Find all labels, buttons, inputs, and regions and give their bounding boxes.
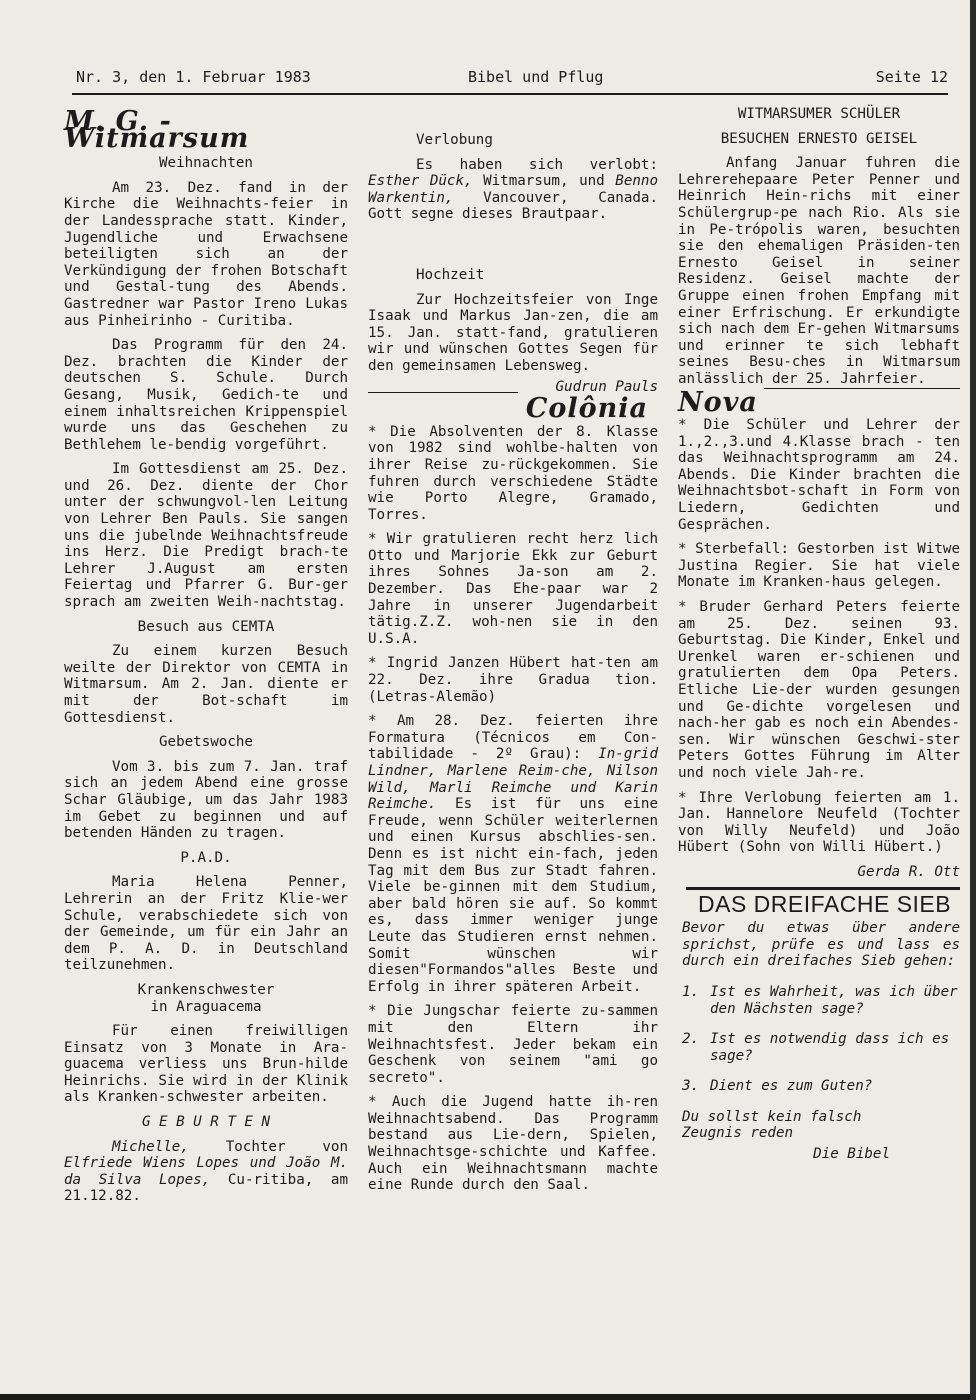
birth-name: Michelle, xyxy=(112,1138,189,1155)
heading-pad: P.A.D. xyxy=(180,849,232,866)
sieb-item-number: 2. xyxy=(682,1031,700,1048)
heading-krankenschwester: Krankenschwester xyxy=(137,981,275,998)
heading-cemta: Besuch aus CEMTA xyxy=(137,618,275,635)
nova-item-1: * Die Schüler und Lehrer der 1.,2.,3.und 4.Klasse brach - ten das Weihnachtsprogramm am 24. Abends. Die Kinder brachten die Weihnachtsbot-schaft in Form von Liedern, Gedichten und Gesprächen. xyxy=(678,417,960,533)
column-right xyxy=(678,100,960,1163)
cemta-paragraph: Zu einem kurzen Besuch weilte der Direktor von CEMTA in Witmarsum. Am 2. Jan. diente er mit der Bot-schaft im Gottesdienst. xyxy=(64,643,348,726)
header-rule xyxy=(72,93,948,95)
weihnachten-paragraph-3: Im Gottesdienst am 25. Dez. und 26. Dez. diente der Chor unter der schwungvol-len Leitung von Lehrer Ben Pauls. Sie sangen uns die jubelnde Weihnachtsfreude ins Herz. Die Predigt brach-te Lehrer J.August am ersten Feiertag und Pfarrer G. Bur-ger sprach am zweiten Weih-nachtstag. xyxy=(64,461,348,611)
heading-verlobung: Verlobung xyxy=(416,132,493,148)
issue-info: Nr. 3, den 1. Februar 1983 xyxy=(76,68,311,86)
page-number: Seite 12 xyxy=(875,68,948,86)
gebetswoche-paragraph: Vom 3. bis zum 7. Jan. traf sich an jedem Abend eine grosse Schar Gläubige, um das Jahr 1983 im Gebet zu beginnen und auf betenden Händen zu tragen. xyxy=(64,758,348,842)
colonia-item-jugend: * Auch die Jugend hatte ih-ren Weihnachtsabend. Das Programm bestand aus Lie-dern, Spielen, Weihnachtsge-schichte und Kaffee. Auch ein Weihnachtsmann machte eine Runde durch den Saal. xyxy=(368,1094,658,1194)
section-title-witmarsum: M. G. - Witmarsum xyxy=(64,106,250,154)
heading-witmarsumer-schueler: WITMARSUMER SCHÜLER xyxy=(737,106,901,122)
verlobung-text-2: Vancouver, Canada. Gott segne dieses Brautpaar. xyxy=(368,189,658,223)
sieb-item-2 xyxy=(682,1031,960,1064)
colonia-item-formatura xyxy=(368,713,658,995)
sieb-title: DAS DREIFACHE SIEB xyxy=(698,890,952,917)
publication-name: Bibel und Pflug xyxy=(468,68,604,86)
sieb-item-text: Ist es Wahrheit, was ich über den Nächsten sage? xyxy=(710,983,958,1017)
sieb-box xyxy=(678,920,960,1163)
page-header xyxy=(76,68,948,90)
geisel-divider xyxy=(764,388,960,389)
colonia-item-2: * Wir gratulieren recht herz lich Otto und Marjorie Ekk zur Geburt ihres Sohnes Ja-son am 2. Dezember. Das Ehe-paar war 2 Jahre in unserer Jugendarbeit tätig.Z.Z. woh-nen sie in den U.S.A. xyxy=(368,531,658,647)
section-title-colonia: Colônia xyxy=(525,393,648,425)
colonia-item-3: * Ingrid Janzen Hübert hat-ten am 22. Dez. ihre Gradua tion. (Letras-Alemão) xyxy=(368,655,658,705)
birth-text-2: Cu-ritiba, am 21.12.82. xyxy=(64,1171,348,1205)
geburten-paragraph xyxy=(64,1139,348,1205)
sieb-item-number: 3. xyxy=(682,1078,700,1095)
formatura-text-b: Es ist für uns eine Freude, wenn Schüler weiterlernen und einen Kursus abschlies-sen. Denn es ist nicht ein-fach, jeden Tag mit dem Bus zur Stadt fahren. Viele be-ginnen mit dem Studium, aber bald hören sie auf. So kommt es, dass immer weniger junge Leute das Studieren ernst nehmen. Somit wünschen wir diesen"Formandos"alles Beste und Erfolg in ihrer späteren Arbeit. xyxy=(368,796,658,995)
sieb-item-text: Dient es zum Guten? xyxy=(710,1078,873,1095)
sieb-item-1 xyxy=(682,984,960,1017)
sieb-closing: Du sollst kein falsch Zeugnis reden xyxy=(682,1108,862,1142)
weihnachten-paragraph-2: Das Programm für den 24. Dez. brachten die Kinder der deutschen S. Schule. Durch Gesang, Musik, Gedich-te und einem inhaltsreichen Krippenspiel wurde uns das Geschehen zu Bethlehem le-bendig vorgeführt. xyxy=(64,337,348,453)
binding-edge xyxy=(970,0,976,1400)
geisel-paragraph: Anfang Januar fuhren die Lehrerehepaare Peter Penner und Heinrich Hein-richs mit einer Schülergrup-pe nach Rio. Als sie in Pe-trópolis waren, besuchten sie den ehemaligen Präsiden-ten Ernesto Geisel in seiner Residenz. Geisel machte der Gruppe einen frohen Empfang mit einer Erfrischung. Er erkundigte sich nach dem Er-gehen Witmarsums und erinner te sich lebhaft seines Besu-ches in Witmarsum anlässlich der 25. Jahrfeier. xyxy=(678,155,960,387)
heading-araguacema: in Araguacema xyxy=(150,998,262,1015)
birth-parents: Elfriede Wiens Lopes und João M. da Silva Lopes, xyxy=(64,1155,348,1188)
colonia-item-jungschar: * Die Jungschar feierte zu-sammen mit den Eltern ihr Weihnachtsfest. Jeder bekam ein Geschenk von seinem "ami go secreto". xyxy=(368,1003,658,1086)
signature-gudrun-pauls: Gudrun Pauls xyxy=(555,378,658,395)
nova-item-2: * Sterbefall: Gestorben ist Witwe Justina Regier. Sie hat viele Monate im Kranken-haus gelegen. xyxy=(678,541,960,591)
column-middle xyxy=(368,100,658,1194)
divider-line xyxy=(368,392,518,393)
heading-gebetswoche: Gebetswoche xyxy=(159,734,253,751)
heading-besuchen-geisel: BESUCHEN ERNESTO GEISEL xyxy=(720,130,918,147)
formatura-text-a: * Am 28. Dez. feierten ihre Formatura (Técnicos em Con-tabilidade - 2º Grau): xyxy=(368,713,658,763)
verlobung-name-2: Benno Warkentin, xyxy=(368,173,658,206)
section-title-nova: Nova xyxy=(678,386,758,418)
heading-hochzeit: Hochzeit xyxy=(416,266,485,283)
verlobung-paragraph xyxy=(368,157,658,223)
formatura-names: In-grid Lindner, Marlene Reim-che, Nilson Wild, Marli Reimche und Karin Reimche. xyxy=(368,746,658,813)
verlobung-text-1: Witmarsum, und xyxy=(472,173,616,190)
colonia-item-1: * Die Absolventen der 8. Klasse von 1982 sind wohlbe-halten von ihrer Reise zu-rückgekommen. Sie fuhren durch verschiedene Städte wie Porto Alegre, Gramado, Torres. xyxy=(368,423,658,523)
heading-geburten: G E B U R T E N xyxy=(141,1114,271,1131)
nova-item-3: * Bruder Gerhard Peters feierte am 25. Dez. seinen 93. Geburtstag. Die Kinder, Enkel und Urenkel waren er-schienen und gratulierten dem Opa Peters. Etliche Lie-der wurden gesungen und Ge-dichte vorgelesen und nach-her gab es noch ein Abendes-sen. Wir wünschen Geschwi-ster Peters Gottes Führung im Alter und noch viele Jah-re. xyxy=(678,599,960,781)
sieb-intro: Bevor du etwas über andere sprichst, prüfe es und lass es durch ein dreifaches Sieb gehen: xyxy=(682,920,960,970)
kranken-paragraph: Für einen freiwilligen Einsatz von 3 Monate in Ara-guacema verliess uns Brun-hilde Heinrichs. Sie wird in der Klinik als Kranken-schwester arbeiten. xyxy=(64,1023,348,1106)
weihnachten-paragraph-1: Am 23. Dez. fand in der Kirche die Weihnachts-feier in der Landessprache statt. Kinder, Jugendliche und Erwachsene beteiligten sich an der Verkündigung der frohen Botschaft und Gestal-tung des Abends. Gastredner war Pastor Ireno Lukas aus Pinheirinho - Curitiba. xyxy=(64,179,348,329)
hochzeit-paragraph: Zur Hochzeitsfeier von Inge Isaak und Markus Jan-zen, die am 15. Jan. statt-fand, gratulieren wir und wünschen Gottes Segen für den gemeinsamen Lebensweg. xyxy=(368,291,658,374)
pad-paragraph: Maria Helena Penner, Lehrerin an der Fritz Klie-wer Schule, verabschiedete sich von der Gemeinde, um für ein Jahr an dem P. A. D. in Deutschland teilzunehmen. xyxy=(64,874,348,974)
verlobung-intro: Es haben sich verlobt: xyxy=(416,156,658,173)
sieb-source: Die Bibel xyxy=(813,1146,890,1163)
sieb-item-text: Ist es notwendig dass ich es sage? xyxy=(710,1031,950,1064)
nova-item-4: * Ihre Verlobung feierten am 1. Jan. Hannelore Neufeld (Tochter von Willy Neufeld) und João Hübert (Sohn von Willi Hübert.) xyxy=(678,789,960,856)
verlobung-name-1: Esther Dück, xyxy=(368,173,473,190)
sieb-item-number: 1. xyxy=(682,983,700,1000)
signature-gerda-ott: Gerda R. Ott xyxy=(857,863,960,880)
column-left xyxy=(64,100,348,1205)
sieb-item-3 xyxy=(682,1078,960,1095)
birth-text-1: Tochter von xyxy=(188,1138,348,1155)
heading-weihnachten: Weihnachten xyxy=(159,155,253,172)
